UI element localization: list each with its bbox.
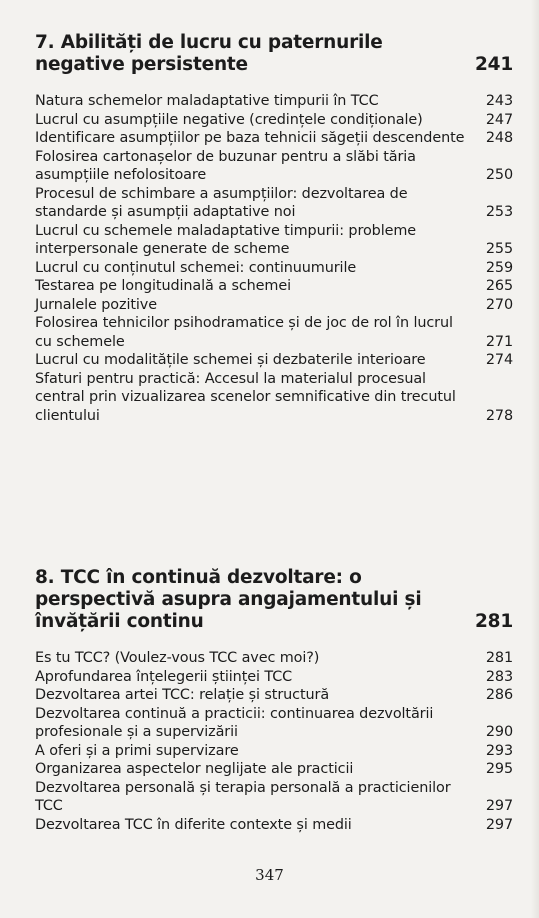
chapter-page-number: 241 (474, 54, 513, 75)
entry-text: Lucrul cu asumpțiile negative (credințele condiționale) (35, 111, 423, 128)
entry-text: Folosirea tehnicilor psihodramatice și de joc de rol în lucrul cu schemele (35, 315, 453, 350)
entry-page-number: 297 (485, 816, 513, 833)
toc-entry (35, 111, 513, 130)
toc-entry (35, 816, 513, 835)
toc-entry (35, 686, 513, 705)
entry-text: Procesul de schimbare a asumpțiilor: dezvoltarea de standarde și asumpții adaptative noi (35, 185, 408, 220)
entry-page-number: 255 (485, 241, 513, 257)
entry-page-number: 297 (485, 798, 513, 814)
toc-entry (35, 129, 513, 148)
toc-entry (35, 148, 513, 185)
entry-page-number: 283 (485, 668, 513, 685)
entry-text: Sfaturi pentru practică: Accesul la materialul procesual central prin vizualizarea scenelor semnificative din trecutul clientului (35, 370, 456, 424)
toc-entry (35, 705, 513, 742)
entry-text: Jurnalele pozitive (35, 296, 157, 313)
entry-text: Lucrul cu conținutul schemei: continuumurile (35, 259, 357, 276)
entry-page-number: 286 (485, 687, 513, 703)
entry-text: Aprofundarea înțelegerii științei TCC (35, 668, 293, 685)
entry-page-number: 270 (485, 296, 513, 313)
entry-text: Folosirea cartonașelor de buzunar pentru a slăbi tăria asumpțiile nefolositoare (35, 148, 416, 183)
entry-text: Dezvoltarea artei TCC: relație și structură (35, 687, 330, 703)
toc-entry (35, 760, 513, 779)
toc-entry (35, 351, 513, 370)
toc-entries (35, 92, 513, 425)
entry-page-number: 243 (485, 93, 513, 109)
toc-entry (35, 259, 513, 278)
entry-page-number: 278 (485, 407, 513, 424)
entry-page-number: 274 (485, 352, 513, 368)
entry-page-number: 259 (485, 259, 513, 276)
entry-page-number: 253 (485, 204, 513, 220)
toc-entries (35, 649, 513, 834)
toc-entry (35, 296, 513, 315)
entry-text: Lucrul cu schemele maladaptative timpurii: probleme interpersonale generate de scheme (35, 222, 417, 257)
entry-page-number: 247 (485, 111, 513, 128)
entry-page-number: 271 (485, 333, 513, 350)
entry-text: Es tu TCC? (Voulez-vous TCC avec moi?) (35, 650, 320, 666)
entry-text: Organizarea aspectelor neglijate ale practicii (35, 761, 354, 777)
entry-page-number: 248 (485, 130, 513, 146)
entry-text: Natura schemelor maladaptative timpurii în TCC (35, 93, 379, 109)
entry-text: Identificare asumpțiilor pe baza tehnicii săgeții descendente (35, 130, 465, 146)
toc-entry (35, 668, 513, 687)
toc-entry (35, 370, 513, 426)
toc-entry (35, 314, 513, 351)
entry-text: Dezvoltarea continuă a practicii: continuarea dezvoltării profesionale și a supervizării (35, 705, 434, 740)
entry-page-number: 281 (485, 650, 513, 666)
entry-text: Dezvoltarea personală și terapia personală a practicienilor TCC (35, 779, 451, 814)
toc-entry (35, 277, 513, 296)
chapter-page-number: 281 (474, 611, 513, 632)
chapter-heading (35, 567, 513, 633)
toc-entry (35, 779, 513, 816)
page-number: 347 (255, 866, 284, 884)
entry-text: Testarea pe longitudinală a schemei (35, 278, 291, 294)
entry-page-number: 250 (485, 167, 513, 183)
chapter-title: 8. TCC în continuă dezvoltare: o perspectivă asupra angajamentului și învățării continu (35, 567, 422, 632)
page-edge-shadow (531, 0, 539, 918)
entry-page-number: 290 (485, 724, 513, 740)
entry-text: Dezvoltarea TCC în diferite contexte și medii (35, 816, 352, 833)
chapter-heading (35, 32, 513, 76)
toc-entry (35, 185, 513, 222)
entry-page-number: 265 (485, 278, 513, 294)
toc-entry (35, 742, 513, 761)
toc-entry (35, 649, 513, 668)
chapter-8 (35, 567, 513, 834)
entry-text: Lucrul cu modalitățile schemei și dezbaterile interioare (35, 352, 426, 368)
chapter-title: 7. Abilități de lucru cu paternurile negative persistente (35, 32, 383, 75)
chapter-7 (35, 32, 513, 425)
toc-entry (35, 222, 513, 259)
entry-text: A oferi și a primi supervizare (35, 742, 239, 759)
entry-page-number: 295 (485, 761, 513, 777)
toc-entry (35, 92, 513, 111)
entry-page-number: 293 (485, 742, 513, 759)
